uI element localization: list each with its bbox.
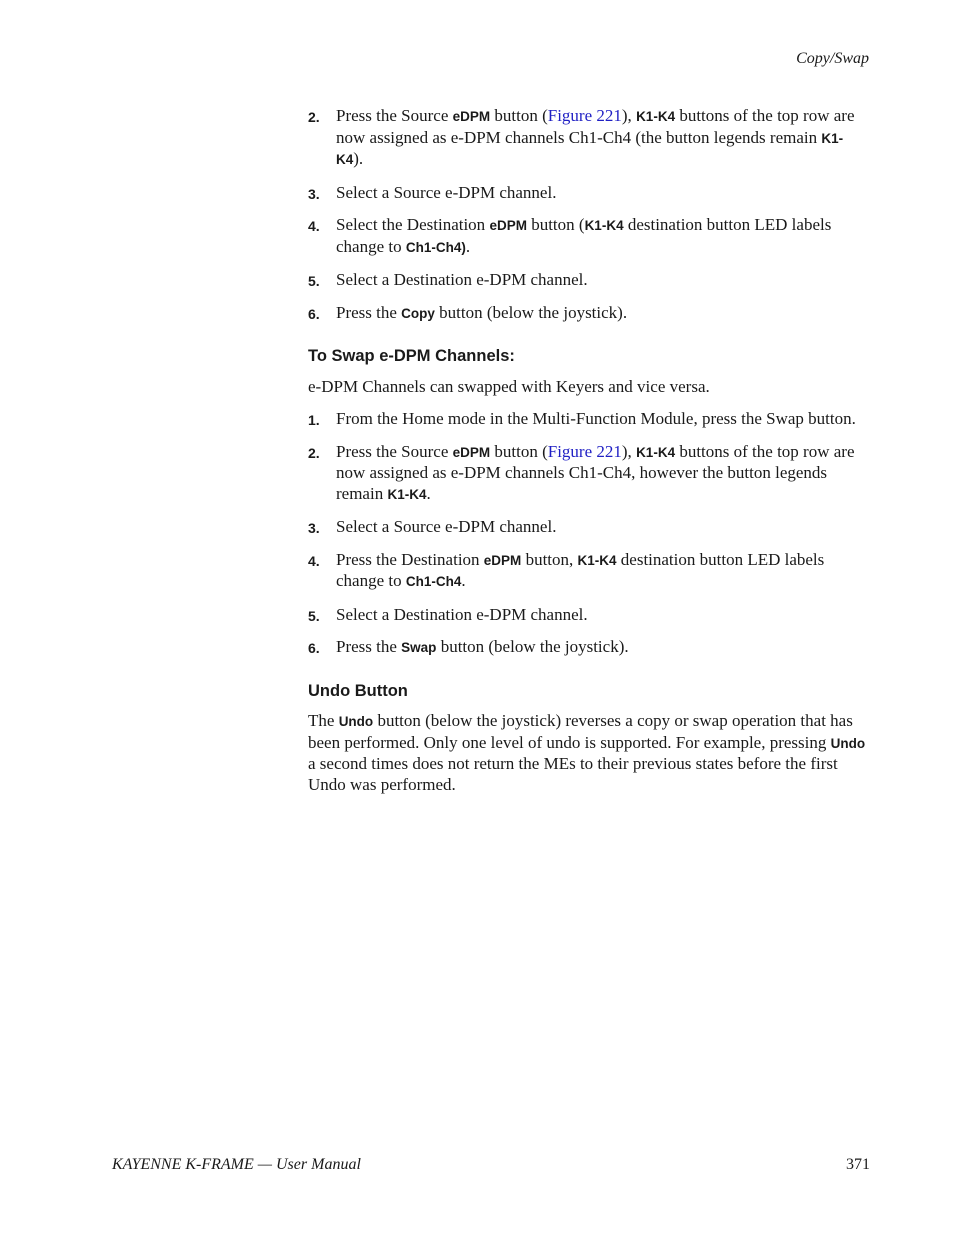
step-number: 5. [308,607,320,624]
copy-step-4 [308,215,870,258]
step-number: 2. [308,109,320,125]
copy-step-2 [308,106,870,171]
step-text: Select a Source e-DPM channel. [336,517,557,536]
edpm-button-label: eDPM [452,109,491,124]
step-number: 3. [308,185,320,202]
swap-step-2 [308,442,870,506]
undo-heading: Undo Button [308,681,408,700]
step-text: button, [521,549,578,569]
step-text: ), [621,441,637,461]
step-text: Select a Destination e-DPM channel. [336,604,588,624]
para-text: button (below the joystick) reverses a copy or swap operation that has been performed. Only one level of undo is supported. For example, pressing [308,711,853,752]
step-text: From the Home mode in the Multi-Function Module, press the Swap button. [336,409,856,428]
swap-intro: e-DPM Channels can swapped with Keyers and vice versa. [308,376,710,396]
step-text: destination button LED labels change to [336,549,825,590]
copy-step-3 [308,183,870,204]
k1-k4-label: K1-K4 [584,218,624,233]
edpm-button-label: eDPM [489,218,527,233]
step-text: button (below the joystick). [434,302,628,322]
step-number: 3. [308,520,320,536]
ch1-ch4-label: Ch1-Ch4 [405,574,462,589]
k1-k4-label: K1-K4 [636,109,676,124]
swap-heading: To Swap e-DPM Channels: [308,347,515,365]
undo-button-label: Undo [338,714,374,729]
step-text: buttons of the top row are now assigned as e-DPM channels Ch1-Ch4, however the button legends remain [336,441,855,503]
step-text: Press the Source [336,106,453,125]
undo-button-label: Undo [830,735,866,751]
k1-k4-label: K1-K4 [336,130,844,167]
step-text: button ( [490,441,548,461]
step-text: buttons of the top row are now assigned as e-DPM channels Ch1-Ch4 (the button legends remain [336,106,855,147]
main-content [308,106,870,807]
step-text: . [465,236,471,256]
edpm-button-label: eDPM [452,444,491,460]
step-number: 2. [308,444,320,461]
step-text: . [426,483,431,503]
step-text: ). [353,149,364,168]
footer-title: KAYENNE K-FRAME — User Manual [112,1156,361,1173]
figure-221-link[interactable]: Figure 221 [547,441,622,461]
swap-step-4 [308,550,870,593]
para-text: The [308,711,339,730]
swap-step-5 [308,605,870,626]
step-text: Select the Destination [336,215,490,234]
step-number: 4. [308,218,320,234]
step-text: button ( [490,106,548,125]
figure-221-link[interactable]: Figure 221 [547,106,622,125]
page-number: 371 [846,1156,870,1173]
copy-step-6 [308,303,870,325]
step-number: 4. [308,552,320,569]
swap-button-label: Swap [401,640,437,655]
step-text: . [461,571,466,590]
step-text: Press the Source [336,441,453,461]
copy-button-label: Copy [401,305,435,321]
k1-k4-label: K1-K4 [577,552,617,568]
step-text: Press the [336,302,402,322]
step-text: ), [621,106,637,125]
step-number: 6. [308,640,320,656]
step-number: 5. [308,273,320,289]
swap-step-3 [308,517,870,538]
step-text: Press the [336,637,402,656]
running-header: Copy/Swap [796,50,869,67]
step-text: button ( [526,215,585,234]
copy-step-5 [308,270,870,291]
step-text: Press the Destination [336,549,484,569]
step-number: 1. [308,412,320,428]
k1-k4-label: K1-K4 [636,444,676,460]
para-text: a second times does not return the MEs to their previous states before the first Undo was performed. [308,754,838,794]
step-text: Select a Source e-DPM channel. [336,182,557,202]
step-text: button (below the joystick). [436,637,629,656]
ch1-ch4-label: Ch1-Ch4) [405,239,466,255]
swap-step-1 [308,409,870,430]
swap-step-6 [308,637,870,659]
undo-paragraph [308,711,870,795]
step-number: 6. [308,305,320,322]
step-text: Select a Destination e-DPM channel. [336,270,588,289]
k1-k4-label: K1-K4 [387,486,427,502]
step-text: destination button LED labels change to [336,215,832,256]
edpm-button-label: eDPM [483,552,522,568]
